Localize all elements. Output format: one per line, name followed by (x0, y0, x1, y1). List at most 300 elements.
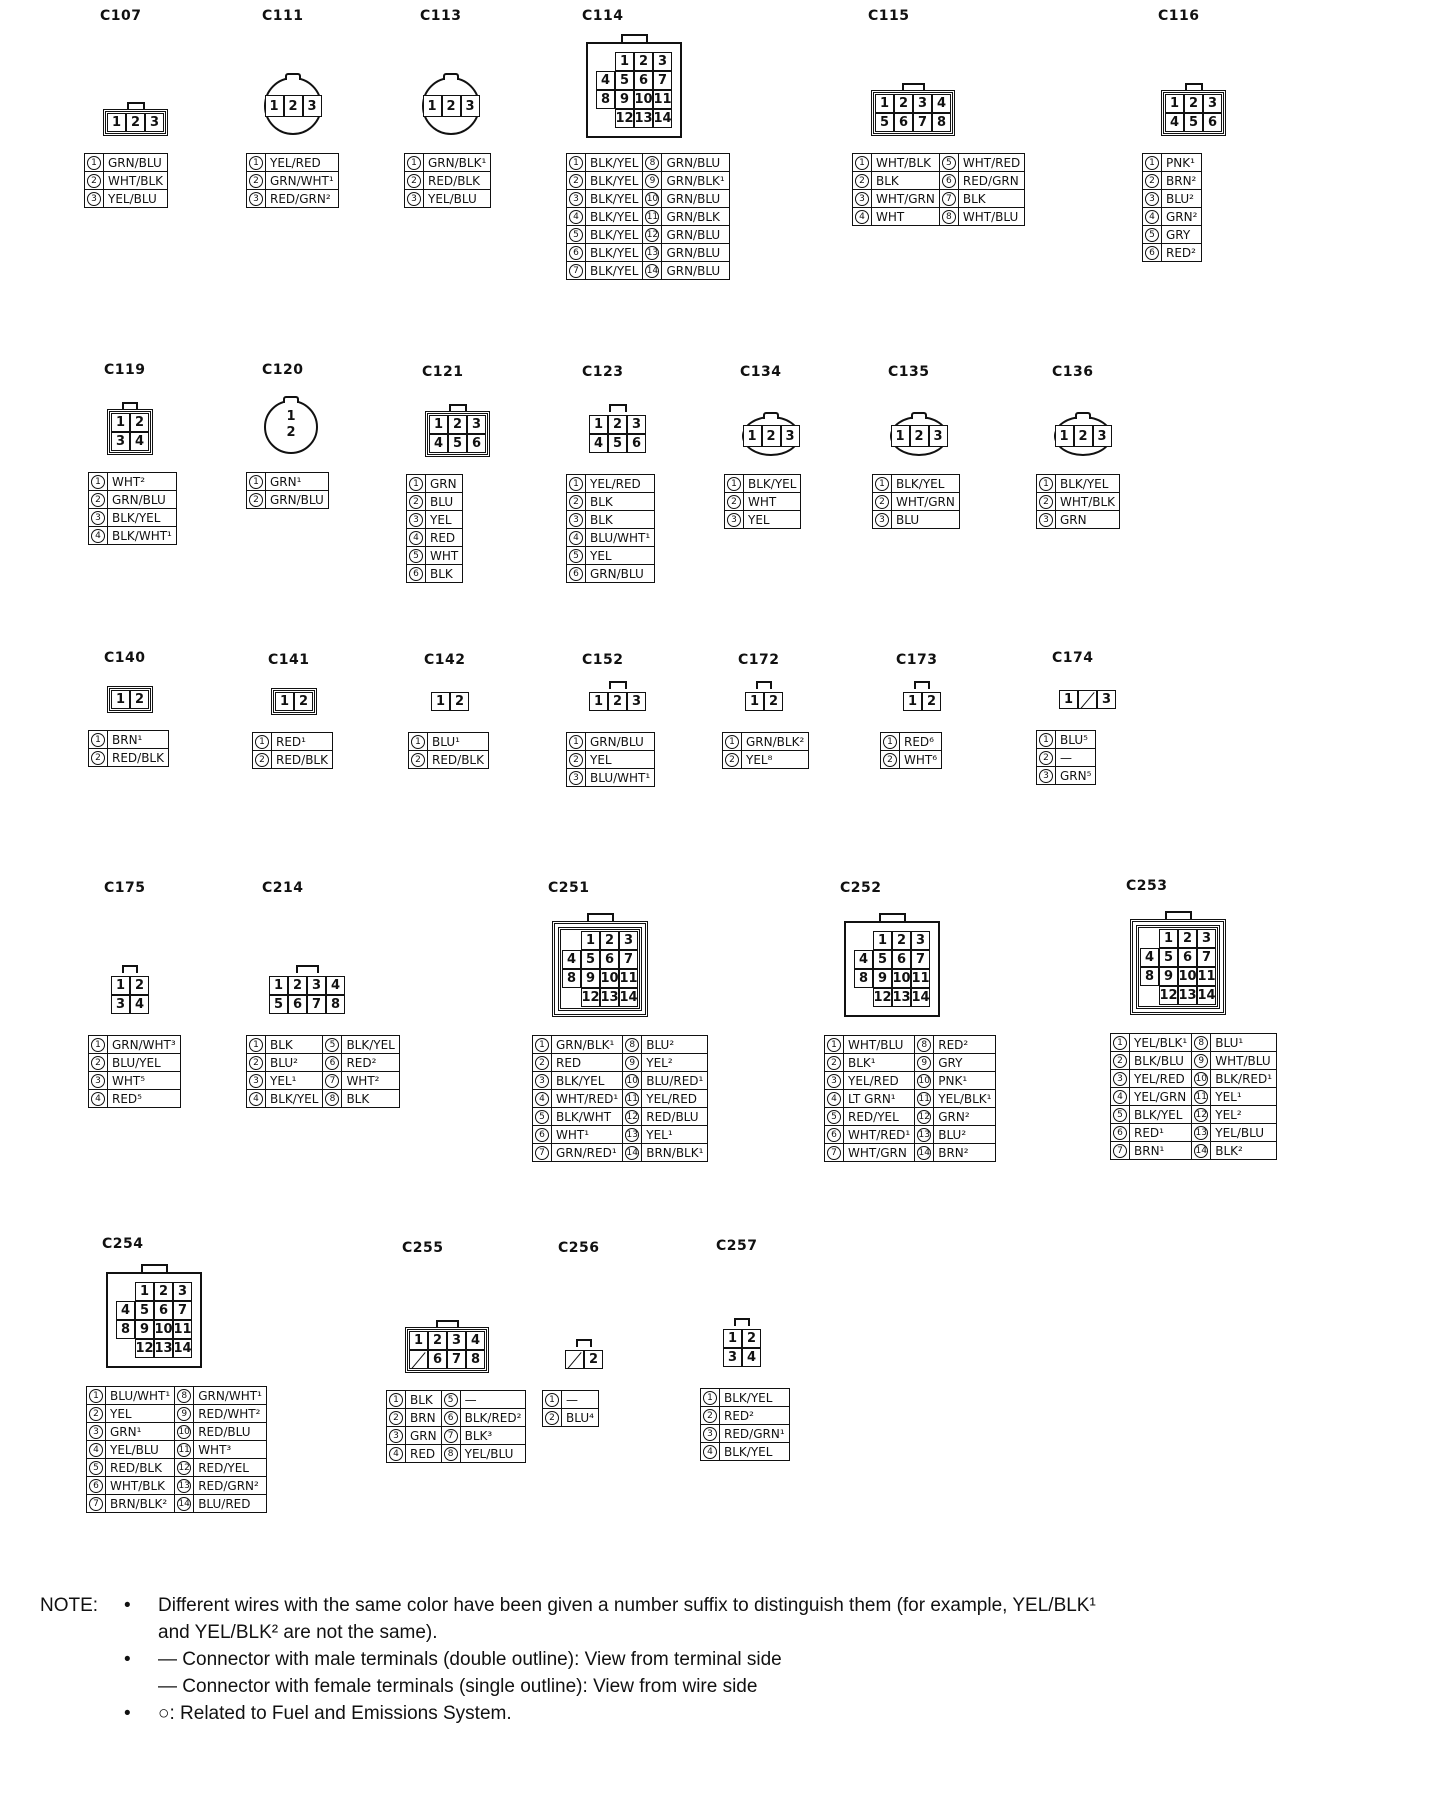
terminal: 13 (634, 111, 653, 126)
pin-row (247, 1090, 400, 1108)
connector-latch (587, 913, 614, 921)
pin-row (89, 1054, 181, 1072)
pin-number-label: 10 (626, 1075, 638, 1086)
pin-row (1143, 154, 1202, 172)
terminal: 1 (875, 94, 894, 113)
wire-color: BLK (266, 1036, 323, 1054)
pin-number-label: 14 (178, 1498, 190, 1509)
terminal: 3 (461, 95, 480, 117)
pin-number (89, 1090, 108, 1108)
wire-color: BLK (586, 511, 655, 529)
wire-color: GRN/BLK² (742, 733, 809, 751)
terminal: 6 (467, 434, 486, 453)
connector-latch (1165, 911, 1192, 919)
pin-row (725, 511, 801, 529)
wire-color: RED/WHT² (194, 1405, 267, 1423)
pin-number (85, 190, 104, 208)
terminal: 1 (135, 1282, 154, 1301)
pin-table (852, 153, 1025, 226)
pin-table (880, 732, 942, 769)
pin-row (873, 511, 960, 529)
wire-color: GRN/WHT¹ (266, 172, 339, 190)
wire-color: WHT⁶ (900, 751, 942, 769)
wire-color: YEL/BLU (104, 190, 168, 208)
terminal: 3 (173, 1282, 192, 1301)
pin-number-label: 8 (625, 1038, 639, 1052)
pin-row (387, 1445, 526, 1463)
terminal: 3 (627, 692, 646, 711)
pin-row (247, 154, 339, 172)
wire-color: BLK³ (460, 1427, 526, 1445)
pin-number-label: 3 (1113, 1072, 1127, 1086)
pin-number-label: 8 (942, 210, 956, 224)
wire-color: BLU² (642, 1036, 708, 1054)
pin-number (87, 1423, 106, 1441)
wire-color: YEL/BLK¹ (934, 1090, 996, 1108)
pin-number-label: 7 (89, 1497, 103, 1511)
pin-row (87, 1423, 267, 1441)
pin-number-label: 8 (177, 1389, 191, 1403)
pin-table (872, 474, 960, 529)
pin-number-label: 4 (249, 1092, 263, 1106)
wire-color: BLK/YEL (108, 509, 177, 527)
terminal: 8 (116, 1320, 135, 1339)
wire-color: BLK/YEL (720, 1443, 790, 1461)
pin-number-label: 2 (545, 1411, 559, 1425)
wire-color: BLU² (934, 1126, 996, 1144)
wire-color: GRN/BLU (662, 262, 729, 280)
pin-number-label: 4 (855, 210, 869, 224)
wire-color: GRN/WHT³ (108, 1036, 181, 1054)
terminal: 14 (911, 990, 930, 1005)
pin-number (175, 1405, 194, 1423)
pin-number-label: 4 (389, 1447, 403, 1461)
pin-row (405, 190, 491, 208)
pin-row (701, 1407, 790, 1425)
wire-color: GRN/WHT¹ (194, 1387, 267, 1405)
terminal-grid (275, 692, 313, 711)
pin-number (701, 1389, 720, 1407)
terminal: 4 (116, 1301, 135, 1320)
wire-color: GRN/BLU (662, 190, 729, 208)
terminal: 2 (894, 94, 913, 113)
pin-number (853, 172, 872, 190)
pin-row (89, 473, 177, 491)
pin-table (88, 1035, 181, 1108)
pin-number-label: 1 (569, 735, 583, 749)
bullet-icon: • (124, 1703, 131, 1724)
pin-row (567, 733, 655, 751)
pin-number-label: 5 (1113, 1108, 1127, 1122)
pin-number (89, 1054, 108, 1072)
pin-number (175, 1387, 194, 1405)
pin-table (246, 153, 339, 208)
pin-number (1192, 1070, 1211, 1088)
pin-number (873, 511, 892, 529)
pin-row (825, 1108, 996, 1126)
terminal: 2 (448, 415, 467, 434)
pin-number (387, 1427, 406, 1445)
pin-number (825, 1054, 844, 1072)
pin-number (175, 1495, 194, 1513)
pin-number-label: 3 (1039, 513, 1053, 527)
terminal: 9 (873, 969, 892, 988)
wire-color: BLK/YEL (892, 475, 960, 493)
wire-color: BLK/YEL (586, 262, 643, 280)
wire-color: BLK (406, 1391, 442, 1409)
wire-color: YEL (426, 511, 463, 529)
pin-row (873, 493, 960, 511)
wire-color: GRN² (934, 1108, 996, 1126)
connector-latch (449, 404, 467, 412)
pin-number-label: 11 (178, 1444, 190, 1455)
pin-row (533, 1036, 708, 1054)
pin-number-label: 1 (249, 1038, 263, 1052)
pin-row (567, 769, 655, 787)
terminal: 1 (1059, 690, 1078, 709)
wire-color: BLU/WHT¹ (586, 529, 655, 547)
terminal: 4 (1140, 948, 1159, 967)
connector-latch (763, 412, 779, 419)
terminal: 3 (467, 415, 486, 434)
terminal (1140, 929, 1159, 948)
wire-color: — (1056, 749, 1096, 767)
pin-number (247, 1054, 266, 1072)
terminal: 9 (581, 969, 600, 988)
connector-name: C255 (402, 1240, 444, 1256)
pin-number-label: 13 (1195, 1127, 1207, 1138)
terminal: 8 (562, 969, 581, 988)
connector-latch (436, 1320, 459, 1328)
pin-row (725, 475, 801, 493)
wire-color: — (460, 1391, 526, 1409)
terminal (854, 988, 873, 1007)
wire-color: BRN¹ (108, 731, 169, 749)
pin-number-label: 2 (855, 174, 869, 188)
pin-row (87, 1405, 267, 1423)
terminal: 14 (619, 990, 638, 1005)
terminal: 3 (911, 931, 930, 950)
note-text: Different wires with the same color have been given a number suffix to distinguish them (for example, YEL/BLK¹ (158, 1595, 1096, 1616)
wire-color: BRN² (1162, 172, 1202, 190)
wire-color: YEL/RED (586, 475, 655, 493)
wire-color: RED/BLK (108, 749, 169, 767)
pin-number (1111, 1088, 1130, 1106)
pin-number (915, 1054, 934, 1072)
terminal: 5 (873, 950, 892, 969)
wire-color: GRN/BLU (586, 565, 655, 583)
pin-number (567, 154, 586, 172)
pin-number-label: 14 (1195, 1145, 1207, 1156)
terminal: 3 (447, 1331, 466, 1350)
pin-number-label: 10 (1195, 1073, 1207, 1084)
terminal: 3 (303, 95, 322, 117)
wire-color: BLU/WHT¹ (586, 769, 655, 787)
wire-color: BLK/BLU (1130, 1052, 1192, 1070)
pin-table (386, 1390, 526, 1463)
pin-number (939, 190, 958, 208)
terminal-grid (1165, 94, 1222, 132)
connector-latch (734, 1318, 750, 1326)
pin-number (1037, 767, 1056, 785)
pin-number (643, 262, 662, 280)
pin-number (1111, 1106, 1130, 1124)
pin-number-label: 1 (249, 475, 263, 489)
pin-row (567, 208, 730, 226)
pin-number (175, 1459, 194, 1477)
pin-row (881, 733, 942, 751)
pin-table (86, 1386, 267, 1513)
pin-row (387, 1391, 526, 1409)
pin-number (825, 1036, 844, 1054)
pin-number (89, 1036, 108, 1054)
terminal: 7 (911, 950, 930, 969)
pin-number (409, 751, 428, 769)
pin-number (89, 473, 108, 491)
pin-number-label: 3 (91, 511, 105, 525)
pin-number-label: 2 (827, 1056, 841, 1070)
terminal: 7 (653, 71, 672, 90)
pin-number (247, 473, 266, 491)
wire-color: WHT/GRN (892, 493, 960, 511)
terminal: 2 (910, 425, 929, 447)
terminal: 14 (1197, 988, 1216, 1003)
pin-number (1111, 1124, 1130, 1142)
wire-color: YEL (744, 511, 801, 529)
terminal-grid (116, 1282, 192, 1358)
pin-number (567, 262, 586, 280)
wire-color: LT GRN¹ (844, 1090, 915, 1108)
pin-table (406, 474, 463, 583)
pin-number-label: 6 (1145, 246, 1159, 260)
pin-table (1036, 730, 1096, 785)
pin-number (323, 1090, 342, 1108)
pin-number (939, 208, 958, 226)
wire-color: YEL/BLU (424, 190, 491, 208)
wire-color: WHT (744, 493, 801, 511)
pin-number-label: 2 (89, 1407, 103, 1421)
pin-number-label: 3 (727, 513, 741, 527)
pin-number (175, 1441, 194, 1459)
pin-number-label: 6 (444, 1411, 458, 1425)
pin-number-label: 5 (444, 1393, 458, 1407)
pin-number (725, 511, 744, 529)
pin-number (623, 1054, 642, 1072)
terminal: 5 (135, 1301, 154, 1320)
pin-row (407, 493, 463, 511)
wire-color: GRN¹ (266, 473, 329, 491)
terminal: 1 (431, 692, 450, 711)
terminal: 7 (1197, 948, 1216, 967)
pin-row (701, 1425, 790, 1443)
terminal-grid (723, 1329, 761, 1367)
pin-number (87, 1441, 106, 1459)
terminal: 2 (584, 1350, 603, 1369)
pin-number-label: 1 (727, 477, 741, 491)
wire-color: BLK/YEL (586, 190, 643, 208)
pin-row (247, 1054, 400, 1072)
terminal: 5 (875, 113, 894, 132)
wire-color: YEL/BLU (460, 1445, 526, 1463)
pin-row (533, 1090, 708, 1108)
terminal: 11 (911, 971, 930, 986)
terminal: 6 (1203, 113, 1222, 132)
terminal (409, 1350, 428, 1369)
pin-row (1037, 493, 1120, 511)
pin-number (1111, 1142, 1130, 1160)
terminal (1078, 690, 1097, 709)
note-1 (40, 1592, 1440, 1646)
wire-color: BLU¹ (1211, 1034, 1277, 1052)
terminal: 9 (1159, 967, 1178, 986)
pin-row (567, 154, 730, 172)
terminal: 13 (600, 990, 619, 1005)
terminal-grid (1055, 425, 1112, 447)
connector-latch (576, 1339, 592, 1347)
pin-number (407, 547, 426, 565)
pin-number (441, 1391, 460, 1409)
pin-number (567, 190, 586, 208)
pin-number-label: 2 (875, 495, 889, 509)
notes-section (40, 1592, 1440, 1727)
pin-number-label: 12 (178, 1462, 190, 1473)
wire-color: BLK/YEL (586, 154, 643, 172)
connector-name: C251 (548, 880, 590, 896)
pin-row (825, 1072, 996, 1090)
wire-color: GRN⁵ (1056, 767, 1096, 785)
pin-number (701, 1407, 720, 1425)
pin-number (701, 1425, 720, 1443)
pin-number-label: 2 (569, 495, 583, 509)
connector-name: C123 (582, 364, 624, 380)
pin-row (1111, 1070, 1277, 1088)
pin-row (825, 1144, 996, 1162)
pin-number-label: 7 (827, 1146, 841, 1160)
terminal: 5 (448, 434, 467, 453)
pin-row (1143, 190, 1202, 208)
pin-number (567, 493, 586, 511)
pin-row (567, 751, 655, 769)
connector-latch (1185, 83, 1203, 91)
pin-number (405, 154, 424, 172)
pin-number-label: 12 (918, 1111, 930, 1122)
connector-name: C135 (888, 364, 930, 380)
terminal: 3 (723, 1348, 742, 1367)
connector-latch (283, 396, 299, 403)
wire-color: BLK/YEL (586, 244, 643, 262)
pin-number-label: 6 (827, 1128, 841, 1142)
pin-number (1192, 1052, 1211, 1070)
terminal-grid (854, 931, 930, 1007)
pin-number-label: 6 (569, 246, 583, 260)
pin-table (542, 1390, 599, 1427)
terminal-grid (431, 692, 469, 711)
connector-latch (1075, 412, 1091, 419)
terminal: 4 (562, 950, 581, 969)
pin-number-label: 12 (646, 229, 659, 240)
pin-number (567, 547, 586, 565)
wire-color: YEL¹ (1211, 1088, 1277, 1106)
connector-name: C152 (582, 652, 624, 668)
pin-number-label: 3 (569, 513, 583, 527)
wire-color: RED/BLU (642, 1108, 708, 1126)
terminal-grid (111, 690, 149, 709)
pin-number-label: 4 (1113, 1090, 1127, 1104)
pin-number (1143, 154, 1162, 172)
wire-color: WHT/BLU (844, 1036, 915, 1054)
terminal: 2 (154, 1282, 173, 1301)
pin-table (404, 153, 491, 208)
terminal: 2 (442, 95, 461, 117)
pin-number (247, 190, 266, 208)
pin-number-label: 2 (411, 753, 425, 767)
pin-number-label: 2 (87, 174, 101, 188)
pin-row (567, 529, 655, 547)
wire-color: BLK (426, 565, 463, 583)
pin-number (407, 511, 426, 529)
pin-row (1037, 511, 1120, 529)
wire-color: BLU (426, 493, 463, 511)
pin-row (247, 190, 339, 208)
terminal: 3 (307, 976, 326, 995)
terminal: 4 (130, 432, 149, 451)
pin-number-label: 5 (569, 228, 583, 242)
pin-row (853, 154, 1025, 172)
pin-number-label: 7 (325, 1074, 339, 1088)
pin-number-label: 1 (725, 735, 739, 749)
pin-number-label: 1 (703, 1391, 717, 1405)
terminal: 1 (282, 408, 301, 424)
pin-number (623, 1144, 642, 1162)
pin-row (1143, 172, 1202, 190)
pin-number (87, 1387, 106, 1405)
wire-color: BLK/YEL (266, 1090, 323, 1108)
terminal (854, 931, 873, 950)
pin-number-label: 2 (725, 753, 739, 767)
wire-color: GRN/BLU (104, 154, 168, 172)
connector-name: C172 (738, 652, 780, 668)
pin-number (567, 565, 586, 583)
wire-color: BLK/YEL (1056, 475, 1120, 493)
pin-number (533, 1090, 552, 1108)
pin-number-label: 2 (1039, 495, 1053, 509)
terminal-grid (562, 931, 638, 1007)
wire-color: BRN¹ (1130, 1142, 1192, 1160)
terminal: 3 (781, 425, 800, 447)
connector-name: C115 (868, 8, 910, 24)
wire-color: — (562, 1391, 599, 1409)
pin-number-label: 3 (389, 1429, 403, 1443)
wire-color: RED² (934, 1036, 996, 1054)
connector-latch (296, 965, 319, 973)
pin-number-label: 2 (249, 1056, 263, 1070)
pin-number (1037, 511, 1056, 529)
pin-number (643, 226, 662, 244)
pin-number-label: 5 (409, 549, 423, 563)
pin-number (441, 1409, 460, 1427)
wire-color: BLU⁵ (1056, 731, 1096, 749)
pin-number (623, 1036, 642, 1054)
pin-row (1037, 767, 1096, 785)
wire-color: BLK/YEL (586, 208, 643, 226)
terminal: 14 (653, 111, 672, 126)
pin-row (85, 172, 168, 190)
wire-color: YEL (106, 1405, 175, 1423)
pin-number-label: 1 (249, 156, 263, 170)
pin-row (881, 751, 942, 769)
pin-number (253, 733, 272, 751)
pin-number (643, 172, 662, 190)
